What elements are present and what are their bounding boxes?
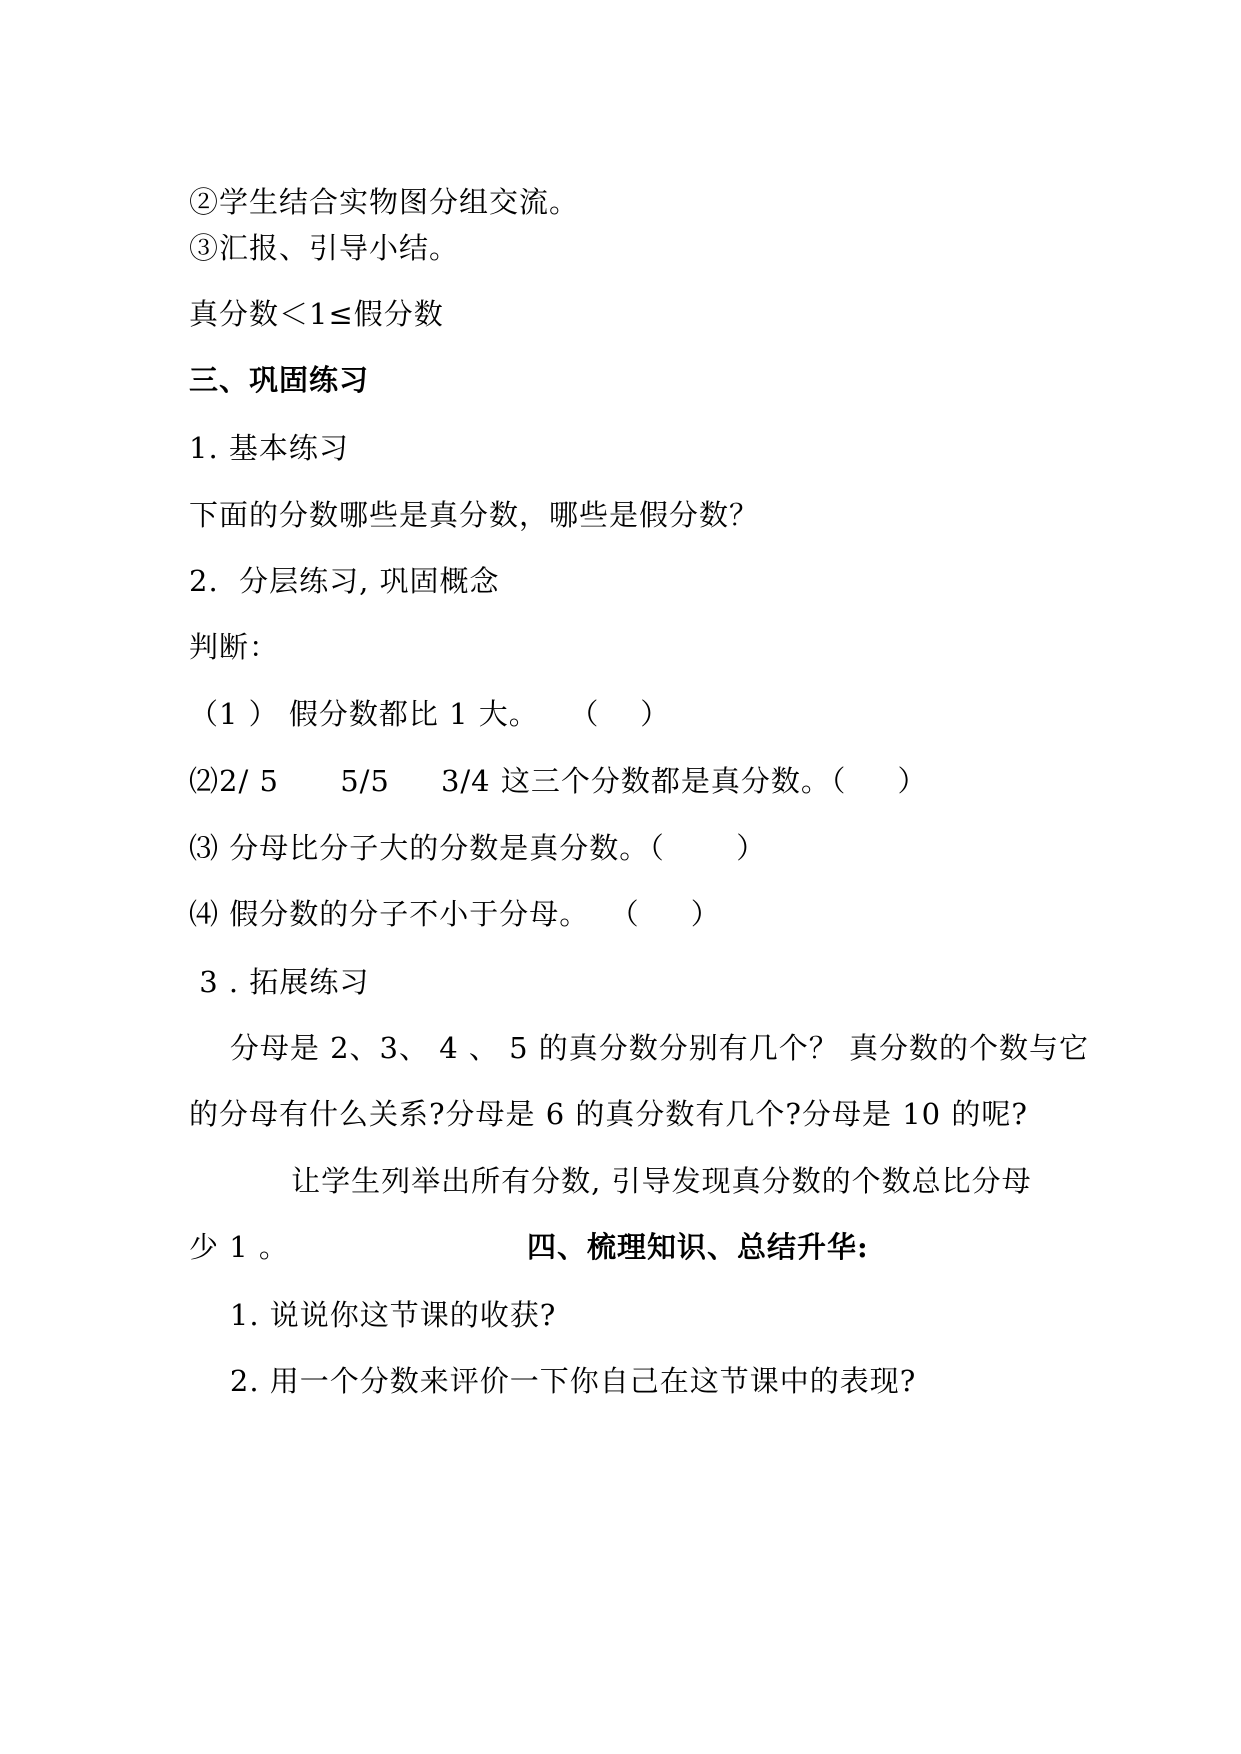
section-heading-summary: 四、梳理知识、总结升华:: [527, 1230, 869, 1264]
judgement-item-1: （1 ） 假分数都比 1 大。 （ ）: [189, 697, 671, 731]
section-heading-practice: 三、巩固练习: [189, 363, 370, 397]
step-2-group-discussion: ②学生结合实物图分组交流。: [189, 185, 580, 219]
summary-question-2: 2. 用一个分数来评价一下你自己在这节课中的表现?: [189, 1364, 917, 1398]
guidance-line-2: 少 1 。: [189, 1230, 289, 1264]
extension-practice-heading: 3 . 拓展练习: [189, 965, 370, 999]
fraction-relation: 真分数＜1≤假分数: [189, 297, 444, 331]
judgement-label: 判断：: [189, 630, 280, 664]
judgement-item-4: ⑷ 假分数的分子不小于分母。 （ ）: [189, 897, 721, 931]
extension-question-line-1: 分母是 2、3、 4 、 5 的真分数分别有几个？ 真分数的个数与它: [189, 1031, 1089, 1065]
judgement-item-2: ⑵2/ 5 5/5 3/4 这三个分数都是真分数。（ ）: [189, 764, 928, 798]
extension-question-line-2: 的分母有什么关系?分母是 6 的真分数有几个?分母是 10 的呢?: [189, 1097, 1028, 1131]
guidance-line-1: 让学生列举出所有分数, 引导发现真分数的个数总比分母: [189, 1164, 1032, 1198]
basic-practice-heading: 1. 基本练习: [189, 431, 349, 465]
judgement-item-3: ⑶ 分母比分子大的分数是真分数。（ ）: [189, 831, 767, 865]
summary-question-1: 1. 说说你这节课的收获?: [189, 1298, 557, 1332]
basic-practice-question: 下面的分数哪些是真分数，哪些是假分数？: [189, 498, 760, 532]
layered-practice-heading: 2. 分层练习, 巩固概念: [189, 564, 500, 598]
step-3-report-summary: ③汇报、引导小结。: [189, 231, 460, 265]
